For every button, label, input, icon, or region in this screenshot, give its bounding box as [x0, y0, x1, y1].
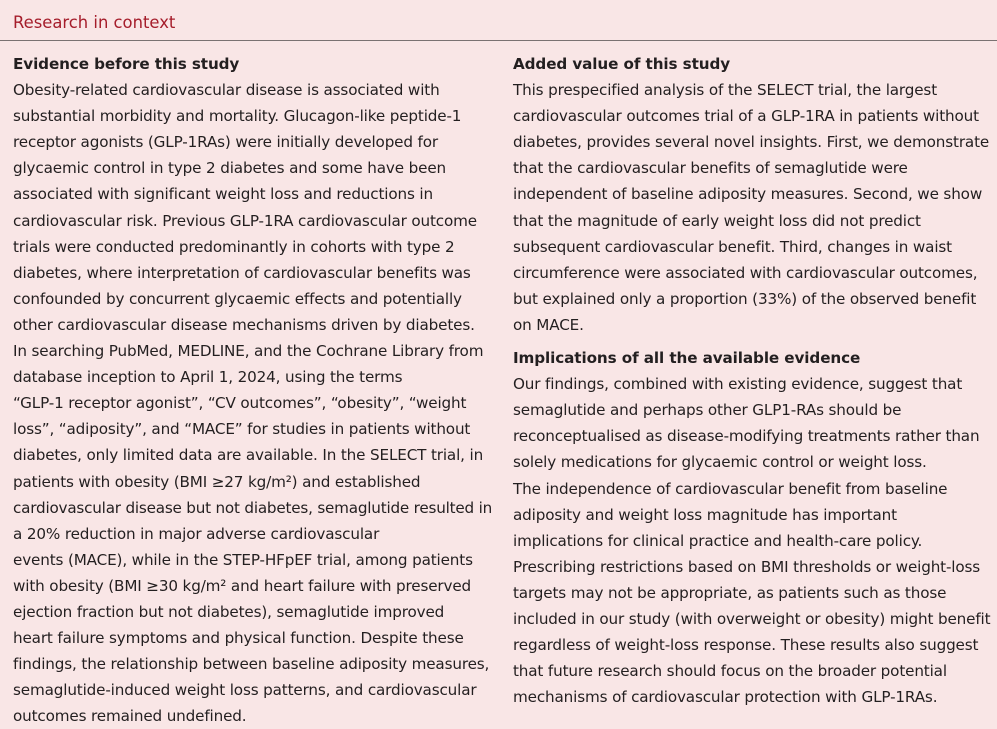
text-line: “GLP-1 receptor agonist”, “CV outcomes”, “obesity”, “weight [13, 394, 467, 413]
text-line: that the cardiovascular benefits of semaglutide were [513, 159, 908, 178]
title-divider [0, 40, 997, 41]
text-line: targets may not be appropriate, as patients such as those [513, 583, 947, 602]
text-line: implications for clinical practice and health-care policy. [513, 531, 923, 550]
text-line: semaglutide-induced weight loss patterns, and cardiovascular [13, 681, 477, 700]
text-line: trials were conducted predominantly in cohorts with type 2 [13, 237, 455, 256]
text-line: diabetes, only limited data are available. In the SELECT trial, in [13, 446, 484, 465]
text-line: Our findings, combined with existing evidence, suggest that [513, 375, 963, 394]
text-line: Prescribing restrictions based on BMI thresholds or weight-loss [513, 557, 981, 576]
text-line: mechanisms of cardiovascular protection with GLP-1RAs. [513, 688, 938, 707]
text-line: circumference were associated with cardiovascular outcomes, [513, 263, 978, 282]
text-line: semaglutide and perhaps other GLP1-RAs should be [513, 401, 902, 420]
left-column [13, 51, 493, 729]
text-line: but explained only a proportion (33%) of the observed benefit [513, 289, 977, 308]
text-line: independent of baseline adiposity measures. Second, we show [513, 185, 983, 204]
section-heading-implications: Implications of all the available evidence [513, 349, 861, 368]
text-line: outcomes remained undefined. [13, 707, 247, 726]
text-line: diabetes, provides several novel insights. First, we demonstrate [513, 133, 990, 152]
implications-text [513, 371, 995, 710]
text-line: reconceptualised as disease-modifying treatments rather than [513, 427, 980, 446]
text-line: Obesity-related cardiovascular disease is associated with [13, 81, 440, 100]
text-line: database inception to April 1, 2024, using the terms [13, 368, 403, 387]
right-column [513, 51, 995, 710]
text-line: events (MACE), while in the STEP-HFpEF trial, among patients [13, 550, 473, 569]
text-line: subsequent cardiovascular benefit. Third, changes in waist [513, 237, 952, 256]
text-line: confounded by concurrent glycaemic effects and potentially [13, 289, 462, 308]
text-line: with obesity (BMI ≥30 kg/m² and heart failure with preserved [13, 576, 472, 595]
text-line: on MACE. [513, 315, 584, 334]
section-heading-evidence-before: Evidence before this study [13, 55, 240, 73]
text-line: In searching PubMed, MEDLINE, and the Cochrane Library from [13, 342, 484, 361]
text-line: heart failure symptoms and physical function. Despite these [13, 629, 464, 648]
text-line: ejection fraction but not diabetes), semaglutide improved [13, 602, 445, 621]
text-line: cardiovascular disease but not diabetes, semaglutide resulted in [13, 498, 492, 517]
text-line: substantial morbidity and mortality. Glucagon-like peptide-1 [13, 107, 462, 126]
text-line: that the magnitude of early weight loss did not predict [513, 211, 921, 230]
text-line: loss”, “adiposity”, and “MACE” for studies in patients without [13, 420, 471, 439]
text-line: other cardiovascular disease mechanisms driven by diabetes. [13, 315, 475, 334]
text-line: glycaemic control in type 2 diabetes and some have been [13, 159, 446, 178]
text-line: included in our study (with overweight or obesity) might benefit [513, 609, 991, 628]
text-line: findings, the relationship between baseline adiposity measures, [13, 655, 490, 674]
panel-title: Research in context [13, 13, 176, 32]
text-line: diabetes, where interpretation of cardiovascular benefits was [13, 263, 471, 282]
text-line: adiposity and weight loss magnitude has important [513, 505, 897, 524]
text-line: This prespecified analysis of the SELECT trial, the largest [513, 81, 938, 100]
text-line: that future research should focus on the broader potential [513, 662, 947, 681]
text-line: a 20% reduction in major adverse cardiovascular [13, 524, 380, 543]
text-line: receptor agonists (GLP-1RAs) were initially developed for [13, 133, 438, 152]
text-line: associated with significant weight loss and reductions in [13, 185, 433, 204]
text-line: solely medications for glycaemic control or weight loss. [513, 453, 927, 472]
text-line: The independence of cardiovascular benefit from baseline [513, 479, 948, 498]
evidence-before-text [13, 77, 493, 729]
text-line: regardless of weight-loss response. These results also suggest [513, 636, 979, 655]
text-line: patients with obesity (BMI ≥27 kg/m²) and established [13, 472, 421, 491]
text-line: cardiovascular risk. Previous GLP-1RA cardiovascular outcome [13, 211, 477, 230]
text-line: cardiovascular outcomes trial of a GLP-1RA in patients without [513, 107, 979, 126]
added-value-text [513, 77, 995, 338]
section-heading-added-value: Added value of this study [513, 55, 731, 73]
